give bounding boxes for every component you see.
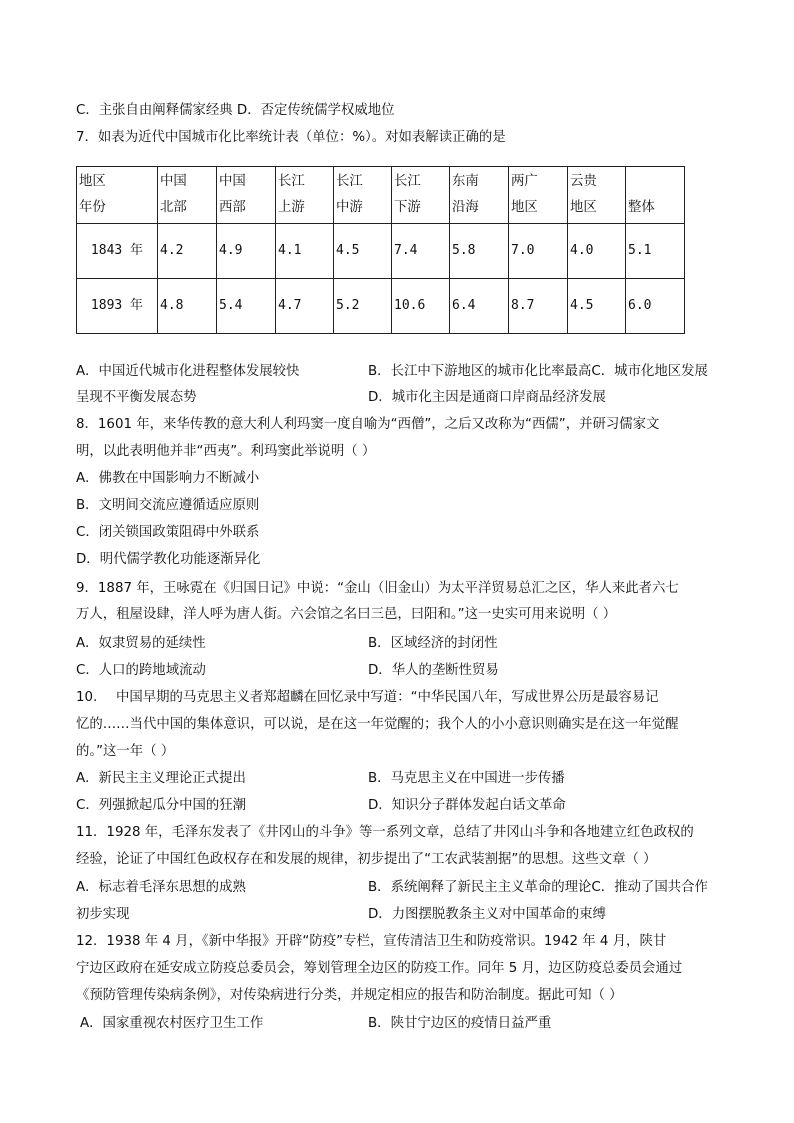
q7-option-b-c: B．长江中下游地区的城市化比率最高C．城市化地区发展 [368, 364, 708, 379]
q9-option-b: B．区域经济的封闭性 [368, 636, 498, 651]
q10-stem-line3: 的。”这一年（ ） [76, 744, 175, 759]
q9-stem-line1: 9．1887 年，王咏霓在《归国日记》中说：“金山（旧金山）为太平洋贸易总汇之区，华人来此者六七 [76, 581, 679, 596]
q8-option-a: A．佛教在中国影响力不断减小 [76, 471, 260, 486]
q10-option-c: C．列强掀起瓜分中国的狂潮 [76, 798, 247, 813]
table-cell: 7.0 [509, 224, 568, 279]
column-header: 东南 沿海 [450, 167, 509, 224]
q11-option-b-c: B．系统阐释了新民主主义革命的理论C．推动了国共合作 [368, 880, 708, 895]
table-cell: 5.1 [626, 224, 685, 279]
table-cell: 4.9 [217, 224, 276, 279]
table-cell: 4.5 [334, 224, 392, 279]
table-cell: 4.1 [276, 224, 334, 279]
q9-option-c: C．人口的跨地域流动 [76, 663, 206, 678]
q10-option-a: A．新民主主义理论正式提出 [76, 771, 246, 786]
q12-option-a: A．国家重视农村医疗卫生工作 [80, 1016, 264, 1031]
q12-stem-line2: 宁边区政府在延安成立防疫总委员会，筹划管理全边区的防疫工作。同年 5 月，边区防疫总委员会通过 [76, 961, 683, 976]
q10-number: 10. [76, 690, 98, 705]
table-corner-cell [77, 167, 158, 224]
q8-stem-line1: 8．1601 年，来华传教的意大利人利玛窦一度自喻为“西僧”，之后又改称为“西儒”，并研习儒家文 [76, 417, 660, 432]
table-cell: 10.6 [392, 279, 450, 334]
q7-stem: 7．如表为近代中国城市化比率统计表（单位：%）。对如表解读正确的是 [76, 130, 506, 145]
table-cell: 4.5 [568, 279, 626, 334]
urbanization-table [76, 166, 685, 334]
column-header: 长江 下游 [392, 167, 450, 224]
q10-option-b: B．马克思主义在中国进一步传播 [368, 771, 565, 786]
table-header-row [77, 167, 685, 224]
q11-option-c-tail: 初步实现 [76, 907, 130, 922]
table-cell: 6.0 [626, 279, 685, 334]
q9-option-a: A．奴隶贸易的延续性 [76, 636, 206, 651]
q9-stem-line2: 万人，租屋设肆，洋人呼为唐人街。六会馆之名曰三邑，曰阳和。”这一史实可用来说明（ ） [76, 607, 617, 622]
table-cell: 5.8 [450, 224, 509, 279]
q11-stem-line1: 11．1928 年，毛泽东发表了《井冈山的斗争》等一系列文章，总结了井冈山斗争和各地建立红色政权的 [76, 825, 694, 840]
table-row [77, 224, 685, 279]
table-row [77, 279, 685, 334]
q10-option-d: D．知识分子群体发起白话文革命 [368, 798, 566, 813]
row-year: 1843 年 [77, 224, 158, 279]
column-header: 云贵 地区 [568, 167, 626, 224]
q11-option-a: A．标志着毛泽东思想的成熟 [76, 880, 246, 895]
table-cell: 4.7 [276, 279, 334, 334]
q8-option-d: D．明代儒学教化功能逐渐异化 [76, 552, 261, 567]
q11-option-d: D．力图摆脱教条主义对中国革命的束缚 [368, 907, 606, 922]
q12-stem-line1: 12．1938 年 4 月，《新中华报》开辟“防疫”专栏，宣传清洁卫生和防疫常识。1942 年 4 月，陕甘 [76, 934, 667, 949]
table-cell: 8.7 [509, 279, 568, 334]
q10-stem-line1: 中国早期的马克思主义者郑超麟在回忆录中写道：“中华民国八年，写成世界公历是最容易记 [116, 690, 659, 705]
q8-option-b: B．文明间交流应遵循适应原则 [76, 498, 260, 513]
column-header: 中国 北部 [158, 167, 217, 224]
q7-option-d: D．城市化主因是通商口岸商品经济发展 [368, 390, 606, 405]
column-header: 两广 地区 [509, 167, 568, 224]
q11-stem-line2: 经验，论证了中国红色政权存在和发展的规律，初步提出了“工农武装割据”的思想。这些文章（ ） [76, 852, 657, 867]
q7-option-c-tail: 呈现不平衡发展态势 [76, 390, 197, 405]
q9-option-d: D．华人的垄断性贸易 [368, 663, 499, 678]
q7-option-a: A．中国近代城市化进程整体发展较快 [76, 364, 300, 379]
table-cell: 4.8 [158, 279, 217, 334]
q12-option-b: B．陕甘宁边区的疫情日益严重 [368, 1016, 552, 1031]
column-header: 中国 西部 [217, 167, 276, 224]
q8-stem-line2: 明，以此表明他并非“西夷”。利玛窦此举说明（ ） [76, 444, 376, 459]
column-header: 长江 上游 [276, 167, 334, 224]
q8-option-c: C．闭关锁国政策阻碍中外联系 [76, 525, 260, 540]
q12-stem-line3: 《预防管理传染病条例》，对传染病进行分类，并规定相应的报告和防治制度。据此可知（ ） [76, 988, 623, 1003]
column-header: 长江 中游 [334, 167, 392, 224]
table-cell: 6.4 [450, 279, 509, 334]
table-cell: 4.0 [568, 224, 626, 279]
corner-region-label: 地区 [79, 174, 106, 189]
row-year: 1893 年 [77, 279, 158, 334]
table-cell: 5.4 [217, 279, 276, 334]
q6-options-cd: C．主张自由阐释儒家经典 D．否定传统儒学权威地位 [76, 103, 395, 118]
table-cell: 5.2 [334, 279, 392, 334]
q10-stem-line2: 忆的……当代中国的集体意识，可以说，是在这一年觉醒的；我个人的小小意识则确实是在这一年觉醒 [76, 717, 679, 732]
table-cell: 7.4 [392, 224, 450, 279]
corner-year-label: 年份 [79, 200, 106, 215]
table-cell: 4.2 [158, 224, 217, 279]
column-header: 整体 [626, 167, 685, 224]
